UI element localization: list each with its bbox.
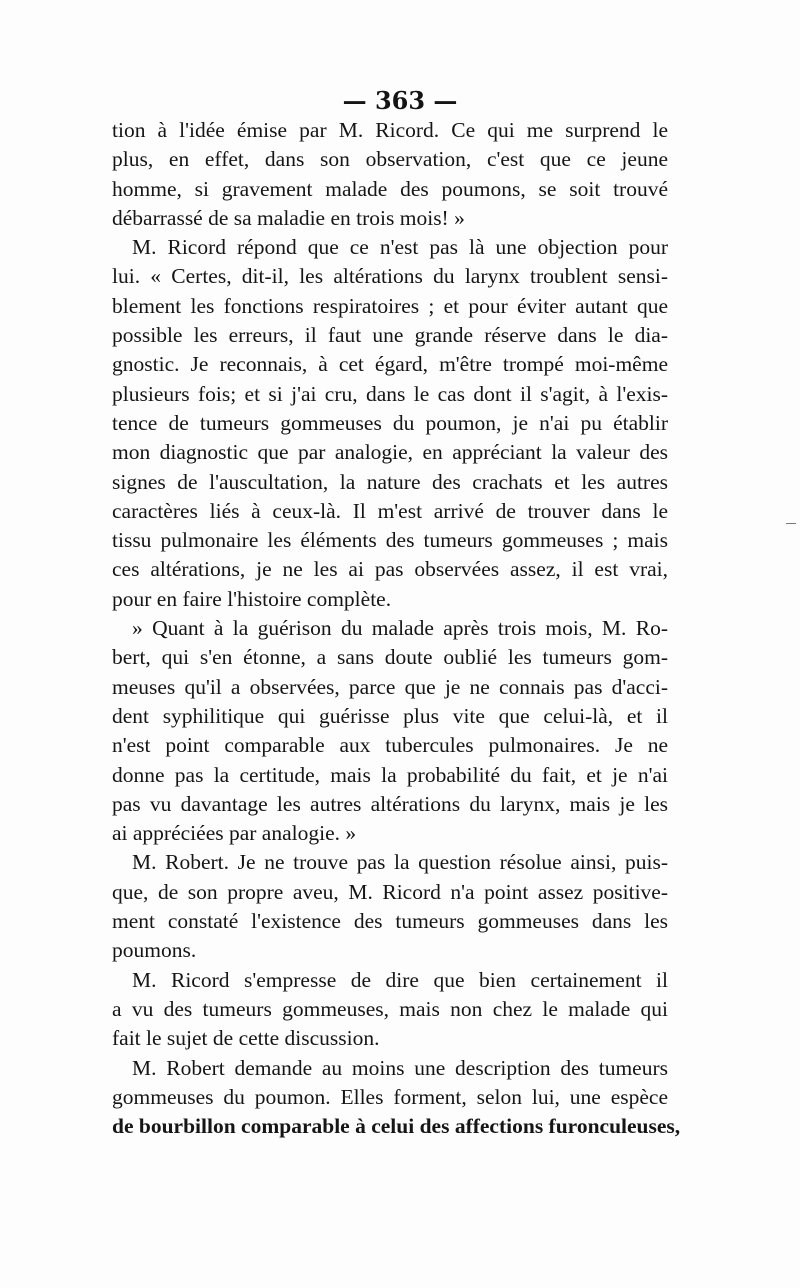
text-line: M. Ricord s'empresse de dire que bien certainement il — [132, 967, 668, 992]
text-line: que, de son propre aveu, M. Ricord n'a point assez positive- — [112, 879, 668, 904]
text-line: lui. « Certes, dit-il, les altérations du larynx troublent sensi- — [112, 264, 668, 289]
text-line: homme, si gravement malade des poumons, se soit trouvé — [112, 176, 668, 201]
text-line: a vu des tumeurs gommeuses, mais non chez le malade qui — [112, 996, 668, 1021]
text-line: tissu pulmonaire les éléments des tumeurs gommeuses ; mais — [112, 528, 668, 553]
text-line: fait le sujet de cette discussion. — [112, 1026, 380, 1051]
text-line: plusieurs fois; et si j'ai cru, dans le cas dont il s'agit, à l'exis- — [112, 381, 668, 406]
margin-mark — [786, 523, 796, 524]
text-line: poumons. — [112, 938, 197, 963]
text-line: M. Ricord répond que ce n'est pas là une objection pour — [132, 235, 668, 260]
text-line: bert, qui s'en étonne, a sans doute oublié les tumeurs gom- — [112, 645, 668, 670]
text-line: mon diagnostic que par analogie, en appréciant la valeur des — [112, 440, 668, 465]
text-line: plus, en effet, dans son observation, c'est que ce jeune — [112, 147, 668, 172]
text-line: caractères liés à ceux-là. Il m'est arrivé de trouver dans le — [112, 498, 668, 523]
text-line: meuses qu'il a observées, parce que je ne connais pas d'acci- — [112, 674, 668, 699]
text-line: tion à l'idée émise par M. Ricord. Ce qui me surprend le — [112, 118, 668, 142]
text-line: M. Robert. Je ne trouve pas la question résolue ainsi, puis- — [132, 850, 668, 875]
text-line: de bourbillon comparable à celui des affections furonculeuses, — [112, 1114, 681, 1139]
text-line: débarrassé de sa maladie en trois mois! » — [112, 205, 465, 230]
text-line: gommeuses du poumon. Elles forment, selon lui, une espèce — [112, 1084, 668, 1109]
text-line: dent syphilitique qui guérisse plus vite que celui-là, et il — [112, 703, 668, 728]
text-line: ces altérations, je ne les ai pas observées assez, il est vrai, — [112, 557, 668, 582]
text-line: pas vu davantage les autres altérations du larynx, mais je les — [112, 791, 668, 816]
page-number: — 363 — — [342, 86, 458, 115]
text-line: gnostic. Je reconnais, à cet égard, m'être trompé moi-même — [112, 352, 668, 377]
text-line: possible les erreurs, il faut une grande réserve dans le dia- — [112, 323, 668, 348]
text-line: ment constaté l'existence des tumeurs gommeuses dans les — [112, 909, 668, 934]
text-line: ai appréciées par analogie. » — [112, 821, 357, 846]
text-line: M. Robert demande au moins une description des tumeurs — [132, 1055, 668, 1080]
text-line: blement les fonctions respiratoires ; et pour éviter autant que — [112, 293, 668, 318]
text-line: tence de tumeurs gommeuses du poumon, je n'ai pu établir — [112, 410, 668, 435]
text-line: donne pas la certitude, mais la probabilité du fait, et je n'ai — [112, 762, 668, 787]
text-line: pour en faire l'histoire complète. — [112, 586, 392, 611]
body-text — [112, 116, 681, 1141]
text-line: » Quant à la guérison du malade après trois mois, M. Ro- — [132, 616, 668, 641]
text-line: signes de l'auscultation, la nature des crachats et les autres — [112, 469, 668, 494]
text-line: n'est point comparable aux tubercules pulmonaires. Je ne — [112, 733, 668, 758]
